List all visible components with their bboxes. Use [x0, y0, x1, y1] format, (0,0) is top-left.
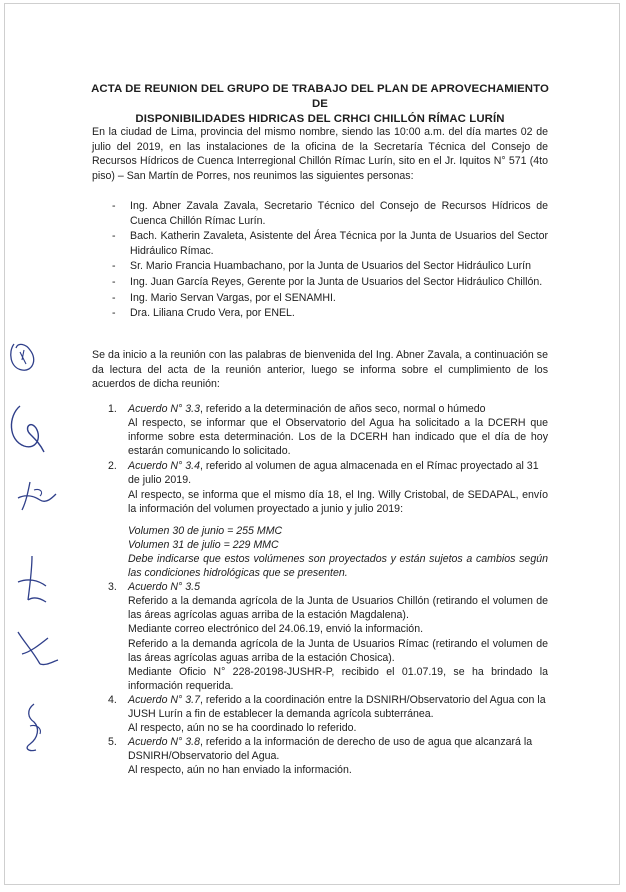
agreement-ref: Acuerdo N° 3.7: [128, 693, 200, 706]
attendee-item: - Dra. Liliana Crudo Vera, por ENEL.: [92, 306, 548, 321]
intro-paragraph: En la ciudad de Lima, provincia del mismo nombre, siendo las 10:00 a.m. del día martes 02 de julio del 2019, en las instalaciones de la oficina de la Secretaría Técnica del Consejo de Recursos Hídricos de Cuenca Interregional Chillón Rímac Lurín, sito en el Jr. Iquitos N° 571 (4to piso) – San Martín de Porres, nos reunimos las siguientes personas:: [92, 126, 548, 182]
initials-signature-5: [0, 624, 70, 674]
agreement-body: Al respecto, aún no se ha coordinado lo referido.: [128, 722, 357, 735]
initials-signature-4: [0, 552, 70, 608]
attendee-item: - Ing. Juan García Reyes, Gerente por la Junta de Usuarios del Sector Hidráulico Chillón.: [92, 275, 548, 290]
agreement-paragraph: Referido a la demanda agrícola de la Junta de Usuarios Rímac (retirando el volumen de las áreas agrícolas aguas arriba de la estación Chosica).: [128, 637, 548, 664]
initials-signature-6: [0, 700, 70, 756]
agreement-item: [92, 402, 548, 458]
volume-july: Volumen 31 de julio = 229 MMC: [128, 538, 279, 551]
agreement-heading: , referido a la coordinación entre la DSNIRH/Observatorio del Agua con la JUSH Lurín a fin de establecer la demanda agrícola subterránea.: [128, 693, 546, 720]
document-title: [90, 82, 550, 127]
agreement-heading: , referido a la información de derecho de uso de agua que alcanzará la DSNIRH/Observatorio del Agua.: [128, 736, 533, 763]
title-line-1: ACTA DE REUNION DEL GRUPO DE TRABAJO DEL PLAN DE APROVECHAMIENTO DE: [91, 83, 549, 110]
agreement-number: 2.: [108, 460, 117, 473]
agreement-ref: Acuerdo N° 3.5: [128, 581, 200, 594]
agreement-item: [92, 693, 548, 735]
agreement-paragraph: Mediante Oficio N° 228-20198-JUSHR-P, recibido el 01.07.19, se ha brindado la información requerida.: [128, 665, 548, 692]
attendee-item: - Sr. Mario Francia Huambachano, por la Junta de Usuarios del Sector Hidráulico Lurín: [92, 259, 548, 274]
agreement-heading: , referido al volumen de agua almacenada en el Rímac proyectado al 31 de julio 2019.: [128, 460, 539, 487]
attendee-item: - Ing. Mario Servan Vargas, por el SENAMHI.: [92, 291, 548, 306]
attendee-list: [92, 199, 548, 322]
agreement-ref: Acuerdo N° 3.4: [128, 460, 200, 473]
agreements-list: [92, 402, 548, 777]
agreement-body: Al respecto, se informar que el Observatorio del Agua ha solicitado a la DCERH que informe sobre esta determinación. Los de la DCERH han indicado que el día de hoy estarán comunicando lo solicitado.: [128, 417, 548, 458]
agreement-body: Al respecto, aún no han enviado la información.: [128, 764, 352, 777]
agreement-paragraph: Mediante correo electrónico del 24.06.19, envió la información.: [128, 623, 424, 636]
agreement-paragraph: Referido a la demanda agrícola de la Junta de Usuarios Chillón (retirando el volumen de las áreas agrícolas aguas arriba de la estación Magdalena).: [128, 595, 548, 622]
initials-signature-3: [0, 476, 70, 516]
agreement-number: 5.: [108, 736, 117, 749]
agreement-body: Al respecto, se informa que el mismo día 18, el Ing. Willy Cristobal, de SEDAPAL, envío la información del volumen proyectado a junio y julio 2019:: [128, 488, 548, 515]
initials-signature-2: [0, 398, 70, 458]
title-line-2: DISPONIBILIDADES HIDRICAS DEL CRHCI CHILLÓN RÍMAC LURÍN: [135, 113, 505, 125]
volume-note: Debe indicarse que estos volúmenes son proyectados y están sujetos a cambios según las condiciones hidrológicas que se presenten.: [128, 552, 548, 580]
agreement-item: [92, 459, 548, 580]
agreement-number: 3.: [108, 581, 117, 594]
attendee-item: - Ing. Abner Zavala Zavala, Secretario Técnico del Consejo de Recursos Hídricos de Cuenca Chillón Rímac Lurín.: [92, 199, 548, 228]
agreement-ref: Acuerdo N° 3.3: [128, 403, 200, 415]
volume-june: Volumen 30 de junio = 255 MMC: [128, 524, 283, 537]
attendee-item: - Bach. Katherin Zavaleta, Asistente del Área Técnica por la Junta de Usuarios del Sector Hidráulico Rímac.: [92, 229, 548, 258]
agreement-ref: Acuerdo N° 3.8: [128, 736, 200, 749]
agreement-number: 1.: [108, 403, 117, 415]
initials-signature-1: [0, 330, 70, 380]
agreement-item: [92, 580, 548, 693]
opening-paragraph: Se da inicio a la reunión con las palabras de bienvenida del Ing. Abner Zavala, a continuación se da lectura del acta de la reunión anterior, luego se informa sobre el cumplimiento de los acuerdos de dicha reunión:: [92, 349, 548, 391]
agreement-number: 4.: [108, 693, 117, 706]
agreement-heading: , referido a la determinación de años seco, normal o húmedo: [199, 403, 486, 415]
agreement-item: [92, 735, 548, 777]
